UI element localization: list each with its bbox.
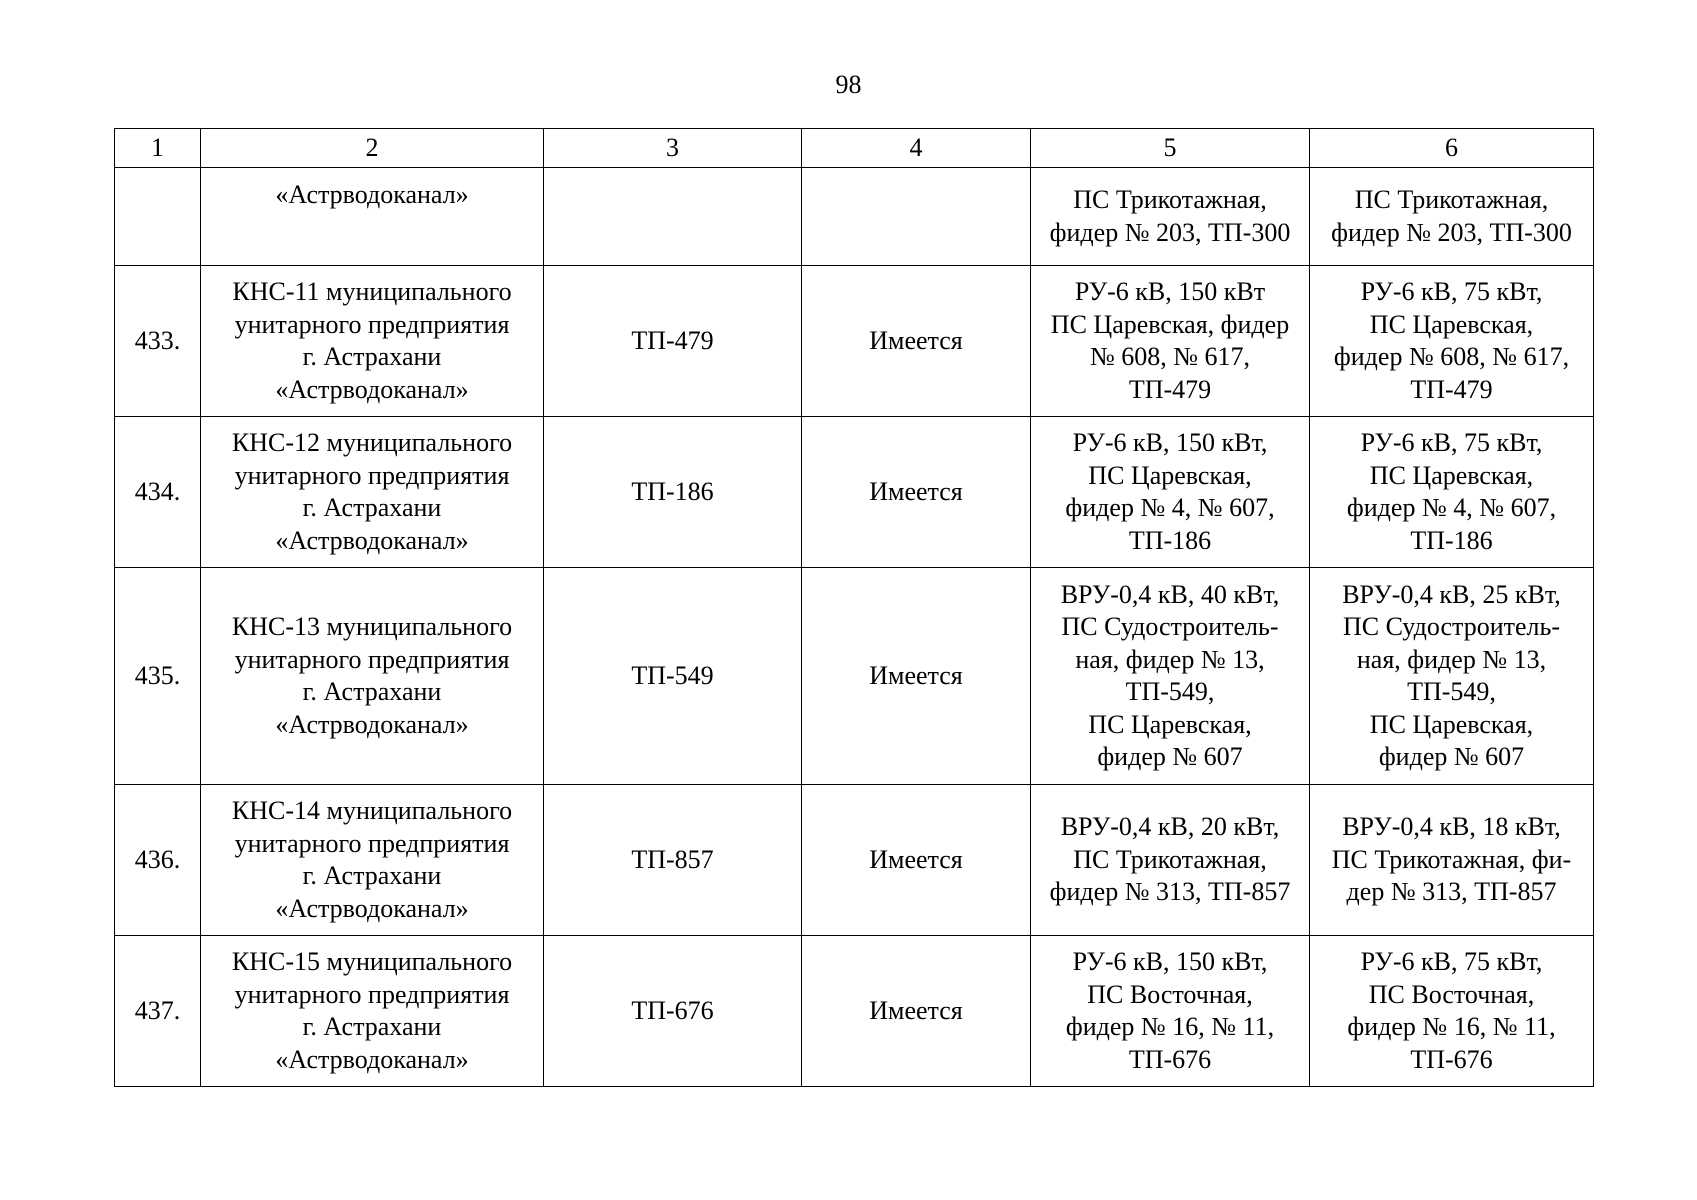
transformer-cell: [544, 168, 802, 266]
continuation-row: [115, 168, 1594, 266]
document-table: [114, 128, 1594, 1087]
transformer-cell: ТП-479: [544, 266, 802, 417]
row-number-cell: 435.: [115, 568, 201, 785]
transformer-cell: ТП-186: [544, 417, 802, 568]
status-cell: Имеется: [802, 785, 1031, 936]
status-cell: Имеется: [802, 417, 1031, 568]
column-number-5: 5: [1031, 129, 1310, 168]
row-number-cell: 433.: [115, 266, 201, 417]
facility-name-cell: КНС-14 муниципального унитарного предприятия г. Астрахани «Астрводоканал»: [201, 785, 544, 936]
power-supply-alt-cell: ПС Трикотажная, фидер № 203, ТП-300: [1310, 168, 1594, 266]
power-supply-cell: РУ-6 кВ, 150 кВт, ПС Восточная, фидер № 16, № 11, ТП-676: [1031, 936, 1310, 1087]
status-cell: Имеется: [802, 266, 1031, 417]
status-cell: Имеется: [802, 936, 1031, 1087]
transformer-cell: ТП-857: [544, 785, 802, 936]
transformer-cell: ТП-676: [544, 936, 802, 1087]
table-row: [115, 266, 1594, 417]
facility-name-cell: КНС-13 муниципального унитарного предприятия г. Астрахани «Астрводоканал»: [201, 568, 544, 785]
power-supply-alt-cell: ВРУ-0,4 кВ, 25 кВт, ПС Судостроитель- ная, фидер № 13, ТП-549, ПС Царевская, фидер № 607: [1310, 568, 1594, 785]
column-number-6: 6: [1310, 129, 1594, 168]
power-supply-cell: РУ-6 кВ, 150 кВт, ПС Царевская, фидер № 4, № 607, ТП-186: [1031, 417, 1310, 568]
facility-name-cell: «Астрводоканал»: [201, 168, 544, 266]
row-number-cell: [115, 168, 201, 266]
row-number-cell: 434.: [115, 417, 201, 568]
power-supply-alt-cell: РУ-6 кВ, 75 кВт, ПС Царевская, фидер № 608, № 617, ТП-479: [1310, 266, 1594, 417]
transformer-cell: ТП-549: [544, 568, 802, 785]
status-cell: [802, 168, 1031, 266]
facility-name-cell: КНС-12 муниципального унитарного предприятия г. Астрахани «Астрводоканал»: [201, 417, 544, 568]
table-row: [115, 936, 1594, 1087]
status-cell: Имеется: [802, 568, 1031, 785]
column-number-row: [115, 129, 1594, 168]
power-supply-cell: ВРУ-0,4 кВ, 20 кВт, ПС Трикотажная, фидер № 313, ТП-857: [1031, 785, 1310, 936]
power-supply-cell: РУ-6 кВ, 150 кВт ПС Царевская, фидер № 608, № 617, ТП-479: [1031, 266, 1310, 417]
row-number-cell: 436.: [115, 785, 201, 936]
column-number-1: 1: [115, 129, 201, 168]
column-number-4: 4: [802, 129, 1031, 168]
facility-name-cell: КНС-15 муниципального унитарного предприятия г. Астрахани «Астрводоканал»: [201, 936, 544, 1087]
power-supply-cell: ПС Трикотажная, фидер № 203, ТП-300: [1031, 168, 1310, 266]
facility-name-cell: КНС-11 муниципального унитарного предприятия г. Астрахани «Астрводоканал»: [201, 266, 544, 417]
table-row: [115, 785, 1594, 936]
power-supply-alt-cell: РУ-6 кВ, 75 кВт, ПС Восточная, фидер № 16, № 11, ТП-676: [1310, 936, 1594, 1087]
table-row: [115, 568, 1594, 785]
power-supply-alt-cell: ВРУ-0,4 кВ, 18 кВт, ПС Трикотажная, фи- дер № 313, ТП-857: [1310, 785, 1594, 936]
power-supply-cell: ВРУ-0,4 кВ, 40 кВт, ПС Судостроитель- ная, фидер № 13, ТП-549, ПС Царевская, фидер № 607: [1031, 568, 1310, 785]
row-number-cell: 437.: [115, 936, 201, 1087]
column-number-3: 3: [544, 129, 802, 168]
column-number-2: 2: [201, 129, 544, 168]
page-number: 98: [835, 70, 862, 99]
table-row: [115, 417, 1594, 568]
power-supply-alt-cell: РУ-6 кВ, 75 кВт, ПС Царевская, фидер № 4, № 607, ТП-186: [1310, 417, 1594, 568]
